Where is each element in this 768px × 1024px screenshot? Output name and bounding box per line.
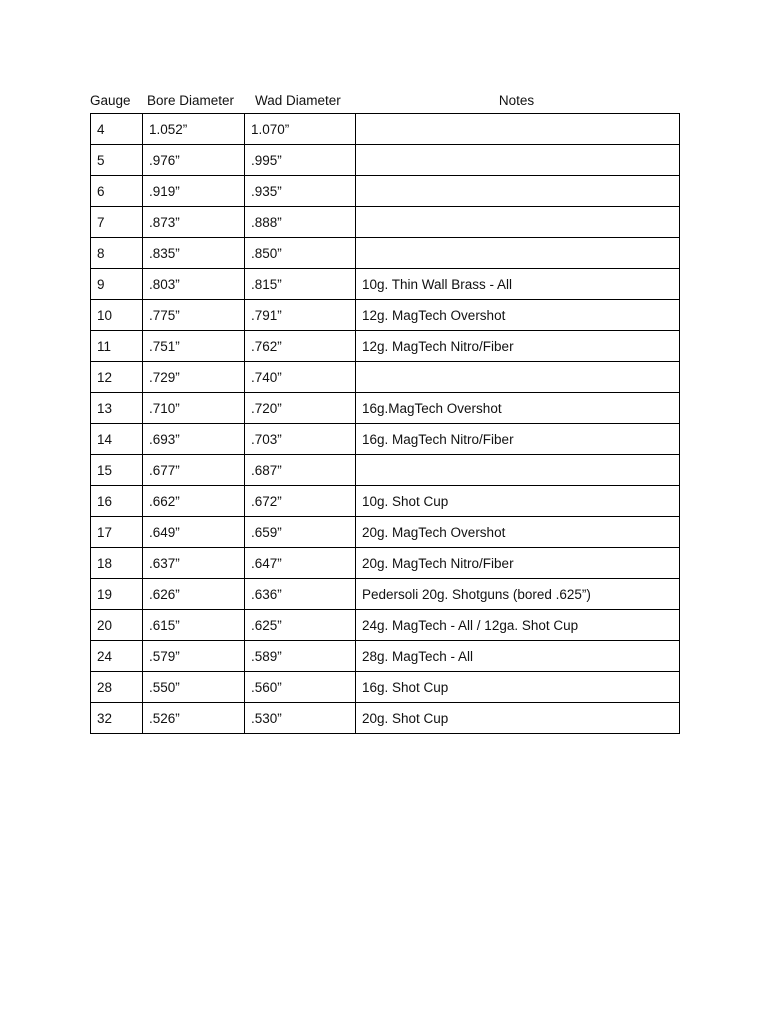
cell-notes: 20g. MagTech Overshot xyxy=(356,517,680,548)
cell-gauge: 9 xyxy=(91,269,143,300)
cell-wad-diameter: .647” xyxy=(245,548,356,579)
cell-bore-diameter: .662” xyxy=(143,486,245,517)
cell-notes: 10g. Shot Cup xyxy=(356,486,680,517)
cell-notes: 12g. MagTech Nitro/Fiber xyxy=(356,331,680,362)
table-row xyxy=(91,331,680,362)
cell-notes: Pedersoli 20g. Shotguns (bored .625”) xyxy=(356,579,680,610)
cell-bore-diameter: .751” xyxy=(143,331,245,362)
table-row xyxy=(91,176,680,207)
cell-wad-diameter: .762” xyxy=(245,331,356,362)
cell-wad-diameter: .703” xyxy=(245,424,356,455)
cell-gauge: 5 xyxy=(91,145,143,176)
cell-bore-diameter: .550” xyxy=(143,672,245,703)
cell-notes xyxy=(356,114,680,145)
cell-wad-diameter: .589” xyxy=(245,641,356,672)
cell-wad-diameter: .687” xyxy=(245,455,356,486)
cell-wad-diameter: 1.070” xyxy=(245,114,356,145)
cell-bore-diameter: .637” xyxy=(143,548,245,579)
table-row xyxy=(91,641,680,672)
cell-wad-diameter: .740” xyxy=(245,362,356,393)
cell-bore-diameter: .919” xyxy=(143,176,245,207)
cell-bore-diameter: .873” xyxy=(143,207,245,238)
gauge-table xyxy=(90,113,680,734)
cell-wad-diameter: .720” xyxy=(245,393,356,424)
cell-bore-diameter: .579” xyxy=(143,641,245,672)
cell-notes: 20g. Shot Cup xyxy=(356,703,680,734)
cell-gauge: 15 xyxy=(91,455,143,486)
table-header xyxy=(0,93,768,111)
cell-bore-diameter: .526” xyxy=(143,703,245,734)
cell-notes: 28g. MagTech - All xyxy=(356,641,680,672)
cell-gauge: 7 xyxy=(91,207,143,238)
table-row xyxy=(91,114,680,145)
cell-bore-diameter: .677” xyxy=(143,455,245,486)
cell-gauge: 24 xyxy=(91,641,143,672)
cell-wad-diameter: .636” xyxy=(245,579,356,610)
table-body xyxy=(91,114,680,734)
table-row xyxy=(91,672,680,703)
cell-wad-diameter: .850” xyxy=(245,238,356,269)
cell-wad-diameter: .791” xyxy=(245,300,356,331)
cell-bore-diameter: .775” xyxy=(143,300,245,331)
cell-bore-diameter: .729” xyxy=(143,362,245,393)
table-row xyxy=(91,703,680,734)
cell-wad-diameter: .659” xyxy=(245,517,356,548)
table-row xyxy=(91,393,680,424)
cell-notes xyxy=(356,207,680,238)
cell-gauge: 11 xyxy=(91,331,143,362)
table-row xyxy=(91,610,680,641)
cell-notes xyxy=(356,362,680,393)
cell-notes xyxy=(356,455,680,486)
table-row xyxy=(91,269,680,300)
column-header-gauge: Gauge xyxy=(90,93,131,108)
cell-gauge: 4 xyxy=(91,114,143,145)
cell-wad-diameter: .995” xyxy=(245,145,356,176)
cell-wad-diameter: .935” xyxy=(245,176,356,207)
cell-gauge: 13 xyxy=(91,393,143,424)
cell-gauge: 28 xyxy=(91,672,143,703)
cell-bore-diameter: .976” xyxy=(143,145,245,176)
cell-gauge: 16 xyxy=(91,486,143,517)
cell-notes xyxy=(356,238,680,269)
cell-bore-diameter: .710” xyxy=(143,393,245,424)
cell-wad-diameter: .560” xyxy=(245,672,356,703)
table-row xyxy=(91,579,680,610)
cell-gauge: 18 xyxy=(91,548,143,579)
cell-notes: 16g.MagTech Overshot xyxy=(356,393,680,424)
cell-bore-diameter: .626” xyxy=(143,579,245,610)
cell-wad-diameter: .530” xyxy=(245,703,356,734)
table-row xyxy=(91,362,680,393)
column-header-bore-diameter: Bore Diameter xyxy=(147,93,235,108)
table-row xyxy=(91,238,680,269)
cell-bore-diameter: .615” xyxy=(143,610,245,641)
cell-notes: 16g. MagTech Nitro/Fiber xyxy=(356,424,680,455)
table-row xyxy=(91,548,680,579)
table-row xyxy=(91,207,680,238)
cell-notes: 10g. Thin Wall Brass - All xyxy=(356,269,680,300)
cell-bore-diameter: .803” xyxy=(143,269,245,300)
cell-gauge: 10 xyxy=(91,300,143,331)
cell-notes: 16g. Shot Cup xyxy=(356,672,680,703)
cell-gauge: 32 xyxy=(91,703,143,734)
table-row xyxy=(91,517,680,548)
cell-notes xyxy=(356,145,680,176)
table-row xyxy=(91,455,680,486)
cell-gauge: 19 xyxy=(91,579,143,610)
cell-gauge: 14 xyxy=(91,424,143,455)
cell-wad-diameter: .625” xyxy=(245,610,356,641)
cell-notes: 20g. MagTech Nitro/Fiber xyxy=(356,548,680,579)
cell-gauge: 12 xyxy=(91,362,143,393)
cell-bore-diameter: .693” xyxy=(143,424,245,455)
cell-bore-diameter: .835” xyxy=(143,238,245,269)
table-row xyxy=(91,145,680,176)
cell-notes xyxy=(356,176,680,207)
column-header-notes: Notes xyxy=(498,93,535,108)
table-row xyxy=(91,486,680,517)
cell-wad-diameter: .815” xyxy=(245,269,356,300)
cell-notes: 24g. MagTech - All / 12ga. Shot Cup xyxy=(356,610,680,641)
cell-bore-diameter: 1.052” xyxy=(143,114,245,145)
cell-wad-diameter: .672” xyxy=(245,486,356,517)
cell-bore-diameter: .649” xyxy=(143,517,245,548)
cell-notes: 12g. MagTech Overshot xyxy=(356,300,680,331)
column-header-wad-diameter: Wad Diameter xyxy=(255,93,341,108)
table-row xyxy=(91,300,680,331)
cell-gauge: 6 xyxy=(91,176,143,207)
cell-gauge: 8 xyxy=(91,238,143,269)
cell-gauge: 17 xyxy=(91,517,143,548)
cell-gauge: 20 xyxy=(91,610,143,641)
table-row xyxy=(91,424,680,455)
cell-wad-diameter: .888” xyxy=(245,207,356,238)
